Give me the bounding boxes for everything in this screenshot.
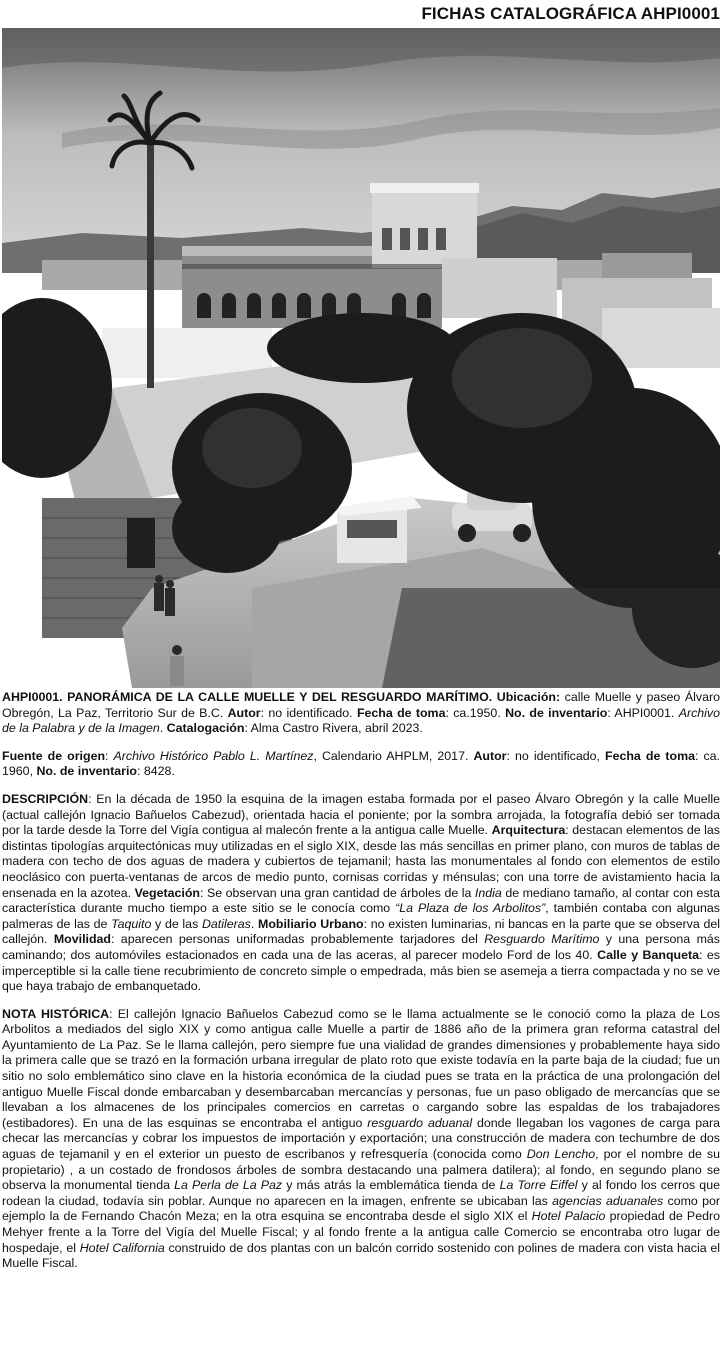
source-segment: No. de inventario	[36, 764, 137, 779]
description-segment: Mobiliario Urbano	[258, 916, 364, 931]
description-segment: : no existen luminarias, ni bancas en la parte que se observa del callejón.	[2, 916, 720, 947]
source-segment: Fecha de toma	[605, 748, 695, 763]
description-segment: : Se observan una gran cantidad de árboles de la	[200, 885, 475, 900]
document-title: FICHAS CATALOGRÁFICA AHPI0001	[421, 4, 720, 23]
history-segment: propiedad de Pedro Mehyer frente a la Torre del Vigía del Muelle Fiscal; y al fondo frente a la antigua calle Comercio se encontraba otro lugar de hospedaje, el	[2, 1209, 720, 1255]
history-segment: : El callejón Ignacio Bañuelos Cabezud como se le llama actualmente se le conoció como la plaza de Los Arbolitos a mediados del siglo XIX y como antigua calle Muelle a partir de 1886 año de la primera gran reforma catastral del Ayuntamiento de La Paz. Se le llama callejón, pero siempre fue una vialidad de grandes dimensiones y probablemente haya sido la primera calle que se trazó en la formación urbana irregular de plato roto que existe todavía en la parte baja de la ciudad; fue un sitio no solo emblemático sino clave en la historia económica de la ciudad pues se trata en la práctica de una prolongación del antiguo Muelle Fiscal donde embarcaban y desembarcaban mercancías y personas, fue un paso obligado de mercancías que se llevaban a los almacenes de los principales comercios en carretas o cargando sobre las espaldas de los trabajadores (estibadores). En una de las esquinas se encontraba el antiguo	[2, 1006, 720, 1130]
record-segment: Catalogación	[166, 721, 245, 736]
description-segment: Calle y Banqueta	[597, 947, 699, 962]
history-segment: y al fondo los cerros que rodean la ciudad, todavía sin poblar. Aunque no aparecen en la imagen, enfrente se ubicaban las	[2, 1178, 720, 1208]
description-segment: Movilidad	[53, 932, 111, 947]
description-segment: Arquitectura	[491, 823, 566, 838]
history-segment: NOTA HISTÓRICA	[2, 1006, 110, 1021]
description-segment: y una persona más caminando; dos automóviles estacionados en cada una de las aceras, al parecer modelo Ford de los 40.	[2, 932, 720, 962]
history-segment: construido de dos plantas con un balcón corrido sostenido con polines de madera con vista hacia el Muelle Fiscal.	[2, 1240, 720, 1271]
history-segment: como por ejemplo la de Fernando Chacón Meza; en la otra esquina se encontraba desde el siglo XIX el	[2, 1193, 720, 1224]
description-segment: Datileras	[201, 916, 251, 931]
record-segment: : ca.1950.	[445, 705, 506, 720]
history-segment: , por el nombre de su propietario) , a un costado de frondosos árboles de sombra destacando una palmera datilera); al fondo, en segundo plano se observa la monumental tienda	[2, 1147, 721, 1193]
source-segment: : ca. 1960,	[2, 748, 721, 779]
record-segment: Autor	[227, 705, 261, 720]
record-paragraph	[2, 690, 720, 737]
description-segment: : destacan elementos de las distintas tipologías arquitectónicas muy utilizadas en el siglo XIX, desde las más sencillas en primer plano, con muros de tablas de madera con techo de dos aguas de madera y cubiertos de tejamanil; hasta las monumentales al fondo con elementos de estilo neoclásico con puerta-ventanas de arcos de medio punto, cornisas corridas y ménsulas; con una torre de avistamiento hacia la ensenada en la azotea.	[2, 823, 720, 900]
history-segment: agencias aduanales	[552, 1193, 664, 1208]
history-segment: La Perla de La Paz	[174, 1178, 283, 1193]
description-segment: Vegetación	[134, 885, 200, 900]
description-segment: y de las	[151, 916, 202, 931]
record-segment: : Alma Castro Rivera, abril 2023.	[244, 721, 423, 736]
description-segment: , también contaba con algunas palmeras de las de	[2, 901, 720, 931]
history-segment: Hotel California	[79, 1240, 165, 1255]
description-segment: : aparecen personas uniformadas probablemente tarjadores del	[110, 932, 485, 947]
record-segment: No. de inventario	[505, 705, 608, 720]
history-paragraph	[2, 1007, 720, 1272]
record-segment: : AHPI0001.	[607, 705, 679, 720]
record-segment: .	[159, 721, 167, 736]
record-segment: Archivo de la Palabra y de la Imagen	[2, 705, 721, 736]
source-paragraph	[2, 749, 720, 780]
description-segment: Resguardo Marítimo	[484, 932, 600, 947]
source-segment: , Calendario AHPLM, 2017.	[313, 748, 474, 763]
description-segment: India	[474, 885, 502, 900]
description-segment: DESCRIPCIÓN	[2, 791, 89, 806]
description-segment: : En la década de 1950 la esquina de la imagen estaba formada por el paseo Álvaro Obregón y la calle Muelle (actual callejón Ignacio Bañuelos Cabezud), orientada hacia el poniente; por la sombra arrojada, la fotografía debió ser tomada por la tarde desde la Torre del Vigía contigua al malecón frente a la antigua calle Muelle.	[2, 791, 720, 838]
record-segment: : no identificado.	[260, 705, 357, 720]
history-segment: La Torre Eiffel	[499, 1178, 578, 1193]
catalog-text	[2, 690, 720, 1284]
description-paragraph	[2, 792, 720, 995]
record-segment: Ubicación:	[496, 690, 561, 704]
source-segment: : 8428.	[136, 764, 175, 779]
record-segment: Fecha de toma	[356, 705, 446, 720]
source-segment: : no identificado,	[506, 748, 606, 763]
history-segment: y más atrás la emblemática tienda de	[282, 1178, 500, 1193]
description-segment: Taquito	[111, 916, 152, 931]
history-segment: resguardo aduanal	[367, 1115, 473, 1130]
history-segment: Hotel Palacio	[531, 1209, 606, 1224]
description-segment: .	[250, 916, 259, 931]
record-segment: AHPI0001. PANORÁMICA DE LA CALLE MUELLE Y DEL RESGUARDO MARÍTIMO.	[2, 690, 493, 704]
source-segment: Archivo Histórico Pablo L. Martínez	[113, 748, 314, 763]
history-segment: Don Lencho	[526, 1147, 596, 1162]
source-segment: :	[105, 748, 114, 763]
record-segment: calle Muelle y paseo Álvaro Obregón, La Paz, Territorio Sur de B.C.	[2, 690, 720, 720]
source-segment: Autor	[473, 748, 507, 763]
description-segment: : es imperceptible si la calle tiene recubrimiento de concreto simple o empedrada, más bien se asemeja a tierra compactada y no se ve que haya trabajo de embanquetado.	[2, 947, 720, 994]
description-segment: de mediano tamaño, al contar con esta característica durante mucho tiempo a este sitio se le conocía como	[2, 885, 720, 916]
historical-photograph	[2, 28, 720, 688]
source-segment: Fuente de origen	[2, 748, 106, 763]
description-segment: “La Plaza de los Arbolitos”	[395, 901, 546, 916]
history-segment: donde llegaban los vagones de carga para checar las mercancías y cobrar los impuestos de importación y exportación; una construcción de madera con techumbre de dos aguas de tejamanil y en el exterior un puesto de escribanos y refresquería (conocida como	[2, 1115, 720, 1162]
